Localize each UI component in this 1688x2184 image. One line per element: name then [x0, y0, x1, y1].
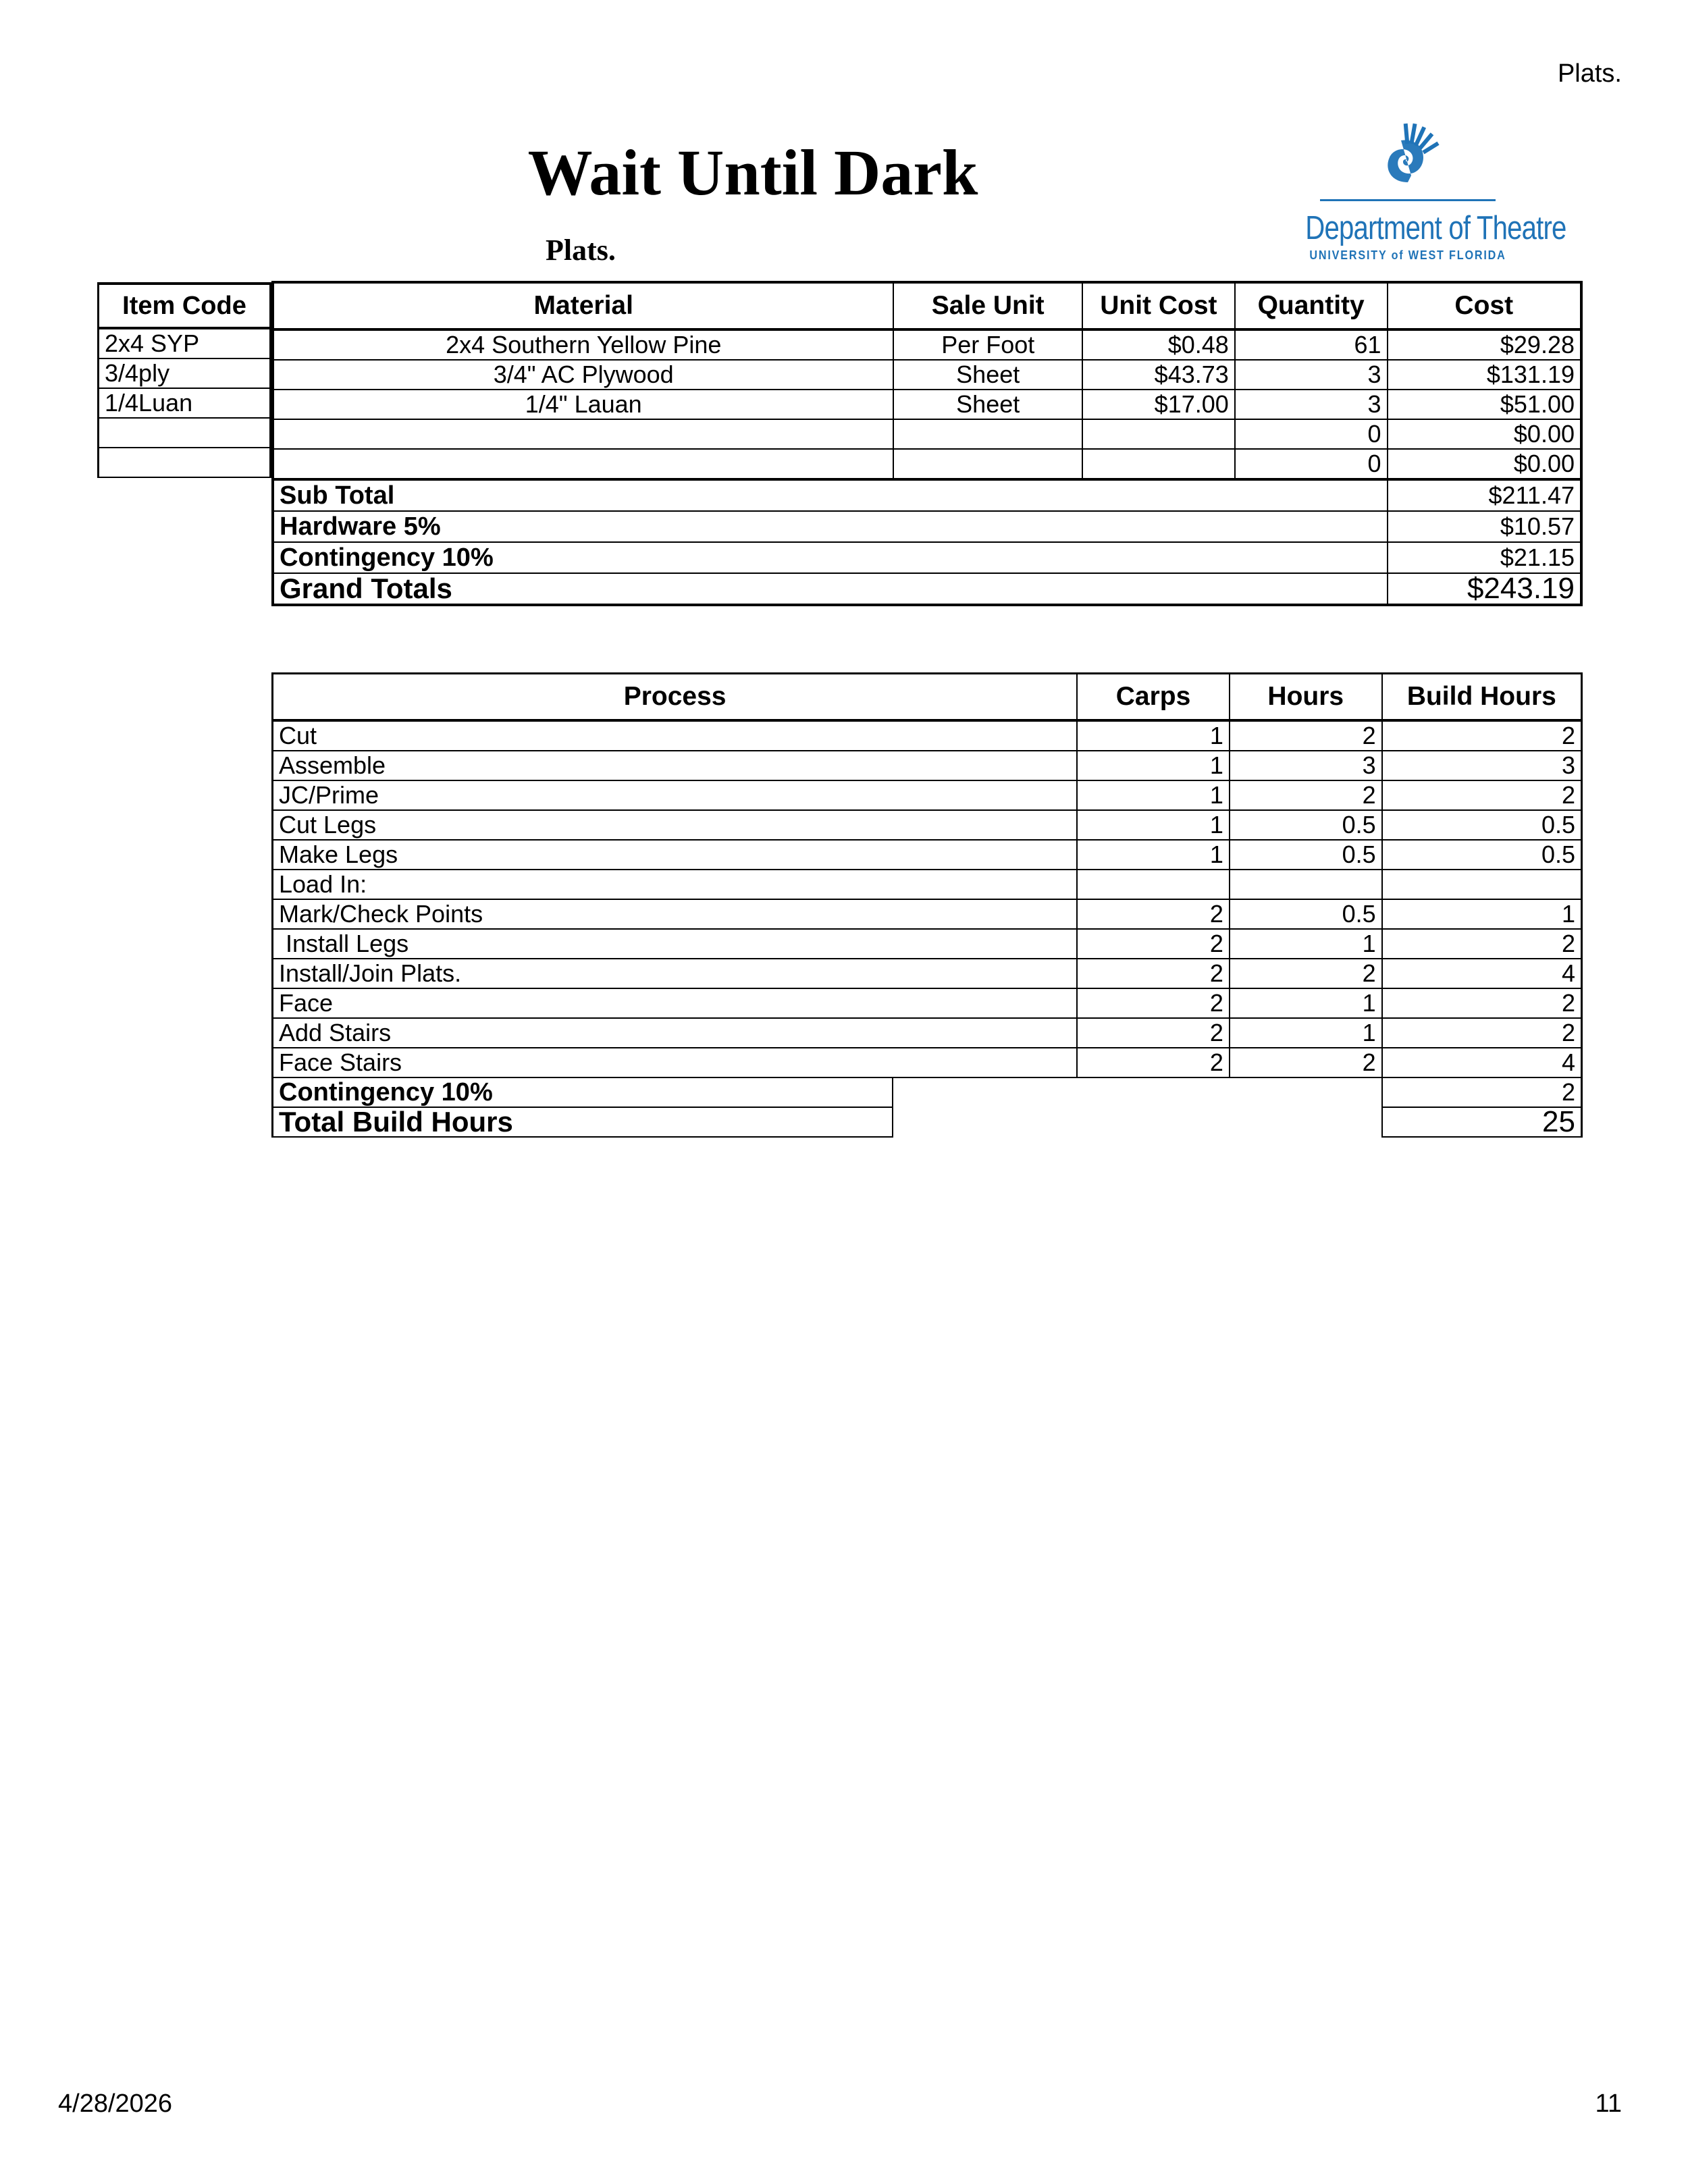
- item-code-header: Item Code: [99, 284, 271, 328]
- hours-cell: 1: [1230, 929, 1382, 959]
- process-cell: Load In:: [273, 870, 1078, 899]
- quantity-cell: 3: [1235, 390, 1388, 419]
- corner-label: Plats.: [1557, 59, 1622, 88]
- process-cell: JC/Prime: [273, 780, 1078, 810]
- table-row: [273, 959, 1582, 988]
- subtotal-label: Sub Total: [273, 479, 1388, 511]
- grand-total-label: Grand Totals: [273, 573, 1388, 605]
- cost-cell: $0.00: [1388, 449, 1581, 479]
- cost-cell: $131.19: [1388, 360, 1581, 390]
- hours-cell: 2: [1230, 720, 1382, 751]
- carps-cell: 1: [1077, 810, 1230, 840]
- sale-unit-cell: [893, 449, 1082, 479]
- process-cell: Mark/Check Points: [273, 899, 1078, 929]
- item-code-cell: 1/4Luan: [99, 388, 271, 418]
- carps-cell: 1: [1077, 780, 1230, 810]
- table-row: [273, 780, 1582, 810]
- hours-cell: 0.5: [1230, 899, 1382, 929]
- carps-cell: 2: [1077, 1048, 1230, 1077]
- build-hours-cell: 2: [1382, 988, 1582, 1018]
- contingency-value: $21.15: [1388, 542, 1581, 573]
- carps-cell: 2: [1077, 929, 1230, 959]
- material-cell: [273, 419, 893, 449]
- process-header-row: [273, 674, 1582, 721]
- carps-cell: 2: [1077, 899, 1230, 929]
- contingency-row: [273, 542, 1581, 573]
- quantity-cell: 3: [1235, 360, 1388, 390]
- materials-table: [271, 281, 1583, 606]
- process-cell: Assemble: [273, 751, 1078, 780]
- carps-cell: 1: [1077, 720, 1230, 751]
- process-table: [271, 672, 1583, 1138]
- hours-cell: 1: [1230, 1018, 1382, 1048]
- process-contingency-value: 2: [1382, 1077, 1582, 1107]
- table-row: [273, 720, 1582, 751]
- carps-cell: [1077, 870, 1230, 899]
- hours-cell: 0.5: [1230, 840, 1382, 870]
- blank-cell: [893, 1077, 1382, 1107]
- process-cell: Face: [273, 988, 1078, 1018]
- footer-page-number: 11: [1595, 2089, 1622, 2118]
- subtotal-row: [273, 479, 1581, 511]
- cost-cell: $51.00: [1388, 390, 1581, 419]
- contingency-label: Contingency 10%: [273, 542, 1388, 573]
- total-build-hours-value: 25: [1382, 1107, 1582, 1137]
- hardware-value: $10.57: [1388, 511, 1581, 542]
- build-hours-header: Build Hours: [1382, 674, 1582, 721]
- table-row: [273, 840, 1582, 870]
- logo-university-text: UNIVERSITY of WEST FLORIDA: [1309, 248, 1506, 262]
- material-cell: [273, 449, 893, 479]
- sale-unit-cell: Sheet: [893, 390, 1082, 419]
- build-hours-cell: 1: [1382, 899, 1582, 929]
- grand-total-value: $243.19: [1388, 573, 1581, 605]
- hours-cell: 2: [1230, 1048, 1382, 1077]
- process-cell: Cut: [273, 720, 1078, 751]
- hardware-label: Hardware 5%: [273, 511, 1388, 542]
- process-cell: Add Stairs: [273, 1018, 1078, 1048]
- table-row: [273, 870, 1582, 899]
- hours-cell: 2: [1230, 780, 1382, 810]
- build-hours-cell: [1382, 870, 1582, 899]
- carps-cell: 2: [1077, 1018, 1230, 1048]
- table-row: [273, 419, 1581, 449]
- table-row: [273, 929, 1582, 959]
- blank-cell: [893, 1107, 1382, 1137]
- material-cell: 3/4" AC Plywood: [273, 360, 893, 390]
- table-row: [273, 751, 1582, 780]
- unit-cost-cell: $43.73: [1082, 360, 1235, 390]
- material-header: Material: [273, 282, 893, 329]
- process-cell: Face Stairs: [273, 1048, 1078, 1077]
- build-hours-cell: 0.5: [1382, 810, 1582, 840]
- item-code-table: [97, 282, 271, 478]
- build-hours-cell: 0.5: [1382, 840, 1582, 870]
- build-hours-cell: 2: [1382, 720, 1582, 751]
- build-hours-cell: 2: [1382, 929, 1582, 959]
- hours-cell: 2: [1230, 959, 1382, 988]
- table-row: [273, 390, 1581, 419]
- carps-cell: 1: [1077, 840, 1230, 870]
- grand-total-row: [273, 573, 1581, 605]
- sale-unit-cell: [893, 419, 1082, 449]
- carps-cell: 2: [1077, 959, 1230, 988]
- item-code-cell: 2x4 SYP: [99, 328, 271, 358]
- table-row: [273, 1018, 1582, 1048]
- carps-header: Carps: [1077, 674, 1230, 721]
- sale-unit-header: Sale Unit: [893, 282, 1082, 329]
- sale-unit-cell: Per Foot: [893, 329, 1082, 360]
- carps-cell: 1: [1077, 751, 1230, 780]
- cost-cell: $29.28: [1388, 329, 1581, 360]
- item-code-cell: [99, 448, 271, 477]
- logo-divider: [1320, 199, 1496, 201]
- process-cell: Cut Legs: [273, 810, 1078, 840]
- page-subtitle: Plats.: [546, 234, 616, 267]
- quantity-cell: 0: [1235, 419, 1388, 449]
- materials-header-row: [273, 282, 1581, 329]
- process-header: Process: [273, 674, 1078, 721]
- unit-cost-header: Unit Cost: [1082, 282, 1235, 329]
- build-hours-cell: 2: [1382, 780, 1582, 810]
- table-row: [273, 899, 1582, 929]
- hours-cell: [1230, 870, 1382, 899]
- item-code-cell: [99, 418, 271, 448]
- quantity-cell: 61: [1235, 329, 1388, 360]
- subtotal-value: $211.47: [1388, 479, 1581, 511]
- quantity-cell: 0: [1235, 449, 1388, 479]
- build-hours-cell: 2: [1382, 1018, 1582, 1048]
- table-row: [273, 810, 1582, 840]
- total-build-hours-row: [273, 1107, 1582, 1137]
- table-row: [273, 449, 1581, 479]
- logo-department-text: Department of Theatre: [1305, 210, 1566, 246]
- hours-header: Hours: [1230, 674, 1382, 721]
- footer-date: 4/28/2026: [58, 2089, 173, 2118]
- hours-cell: 3: [1230, 751, 1382, 780]
- unit-cost-cell: $0.48: [1082, 329, 1235, 360]
- carps-cell: 2: [1077, 988, 1230, 1018]
- quantity-header: Quantity: [1235, 282, 1388, 329]
- process-cell: Install Legs: [273, 929, 1078, 959]
- table-row: [273, 1048, 1582, 1077]
- hardware-row: [273, 511, 1581, 542]
- material-cell: 1/4" Lauan: [273, 390, 893, 419]
- material-cell: 2x4 Southern Yellow Pine: [273, 329, 893, 360]
- hours-cell: 0.5: [1230, 810, 1382, 840]
- cost-header: Cost: [1388, 282, 1581, 329]
- process-cell: Install/Join Plats.: [273, 959, 1078, 988]
- unit-cost-cell: $17.00: [1082, 390, 1235, 419]
- page-title: Wait Until Dark: [527, 136, 978, 209]
- department-logo: [1283, 118, 1566, 277]
- total-build-hours-label: Total Build Hours: [273, 1107, 893, 1137]
- build-hours-cell: 4: [1382, 1048, 1582, 1077]
- build-hours-cell: 4: [1382, 959, 1582, 988]
- process-contingency-label: Contingency 10%: [273, 1077, 893, 1107]
- nautilus-logo-icon: [1371, 118, 1445, 192]
- table-row: [273, 988, 1582, 1018]
- table-row: [273, 360, 1581, 390]
- unit-cost-cell: [1082, 419, 1235, 449]
- unit-cost-cell: [1082, 449, 1235, 479]
- sale-unit-cell: Sheet: [893, 360, 1082, 390]
- table-row: [273, 329, 1581, 360]
- hours-cell: 1: [1230, 988, 1382, 1018]
- cost-cell: $0.00: [1388, 419, 1581, 449]
- process-contingency-row: [273, 1077, 1582, 1107]
- process-cell: Make Legs: [273, 840, 1078, 870]
- build-hours-cell: 3: [1382, 751, 1582, 780]
- item-code-cell: 3/4ply: [99, 358, 271, 388]
